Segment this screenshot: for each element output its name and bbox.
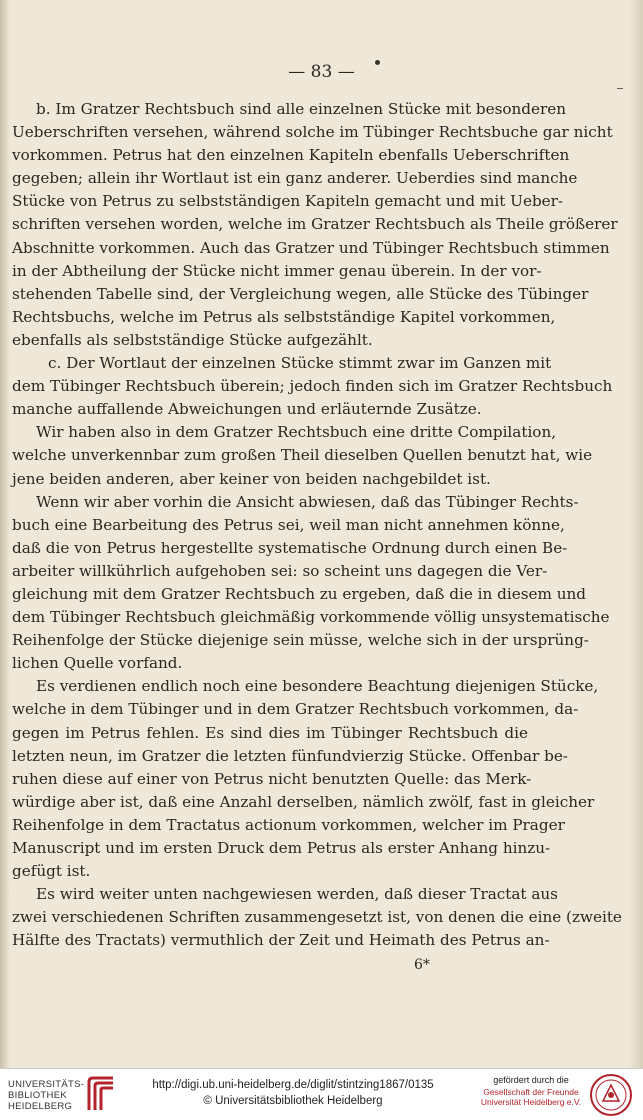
copyright-text: © Universitätsbibliothek Heidelberg [203,1095,383,1107]
permalink[interactable]: http://digi.ub.uni-heidelberg.de/diglit/stintzing1867/0135 [152,1079,434,1091]
text-line: dem Tübinger Rechtsbuch überein; jedoch finden sich im Gratzer Rechtsbuch [12,377,613,396]
text-line: Manuscript und im ersten Druck dem Petrus als erster Anhang hinzu- [12,839,551,857]
text-line: manche auffallende Abweichungen und erläuternde Zusätze. [12,400,482,419]
text-line: gleichung mit dem Gratzer Rechtsbuch zu ergeben, daß die in diesem und [12,584,586,603]
text-line: letzten neun, im Gratzer die letzten fünfundvierzig Stücke. Offenbar be- [12,746,568,765]
text-line: welche in dem Tübinger und in dem Gratzer Rechtsbuch vorkommen, da- [12,700,579,719]
text-line: stehenden Tabelle sind, der Vergleichung wegen, alle Stücke des Tübinger [12,284,589,303]
text-line: Ueberschriften versehen, während solche im Tübinger Rechtsbuche gar nicht [12,123,613,142]
text-line: lichen Quelle vorfand. [12,654,183,673]
text-line: würdige aber ist, daß eine Anzahl derselben, nämlich zwölf, fast in gleicher [12,792,595,811]
text-line: Wir haben also in dem Gratzer Rechtsbuch eine dritte Compilation, [36,423,557,442]
text-line: gegeben; allein ihr Wortlaut ist ein ganz anderer. Ueberdies sind manche [12,169,578,188]
text-line: gegen im Petrus fehlen. Es sind dies im Tübinger Rechtsbuch die [12,723,528,742]
text-line: Es verdienen endlich noch eine besondere Beachtung diejenigen Stücke, [36,677,599,696]
sponsor-intro: gefördert durch die [493,1075,569,1085]
text-line: schriften versehen worden, welche im Gratzer Rechtsbuch als Theile größerer [12,215,618,234]
text-line: Hälfte des Tractats) vermuthlich der Zeit und Heimath des Petrus an- [12,931,550,950]
text-line: Reihenfolge der Stücke diejenige sein müsse, welche sich in der ursprüng- [12,631,589,650]
library-line: HEIDELBERG [8,1101,73,1112]
digitization-footer [0,1068,643,1120]
citation-block [128,1077,458,1109]
signature-mark: 6* [414,957,430,973]
text-line: ruhen diese auf einer von Petrus nicht benutzten Quelle: das Merk- [12,769,532,788]
text-line: gefügt ist. [12,862,91,881]
library-line: BIBLIOTHEK [8,1090,67,1101]
text-line: c. Der Wortlaut der einzelnen Stücke stimmt zwar im Ganzen mit [48,354,552,373]
text-line: arbeiter willkührlich aufgehoben sei: so scheint uns dagegen die Ver- [12,561,548,580]
text-line: welche unverkennbar zum großen Theil dieselben Quellen benutzt hat, wie [12,446,593,465]
text-line: in der Abtheilung der Stücke nicht immer genau überein. In der vor- [12,261,542,280]
text-line: daß die von Petrus hergestellte systematische Ordnung durch einen Be- [12,538,568,557]
text-line: jene beiden anderen, aber keiner von beiden nachgebildet ist. [12,469,491,488]
ink-speck [375,60,380,65]
sponsor-block [476,1075,586,1107]
text-line: Abschnitte vorkommen. Auch das Gratzer und Tübinger Rechtsbuch stimmen [12,238,610,257]
library-name [8,1079,84,1112]
text-line: ebenfalls als selbstständige Stücke aufgezählt. [12,330,373,349]
text-line: Es wird weiter unten nachgewiesen werden, daß dieser Tractat aus [36,885,558,904]
body-text [12,98,622,952]
library-logo-icon [85,1074,119,1114]
library-line: UNIVERSITÄTS- [8,1079,85,1090]
text-line: dem Tübinger Rechtsbuch gleichmäßig vorkommende völlig unsystematische [12,608,610,627]
page-number-header: — 83 — [288,62,355,82]
text-line: vorkommen. Petrus hat den einzelnen Kapiteln ebenfalls Ueberschriften [12,146,570,165]
university-seal-icon [589,1073,633,1117]
text-line: zwei verschiedenen Schriften zusammengesetzt ist, von denen die eine (zweite [12,908,622,927]
text-line: buch eine Bearbeitung des Petrus sei, weil man nicht annehmen könne, [12,515,565,534]
sponsor-name: Universität Heidelberg e.V. [480,1097,582,1107]
text-line: Stücke von Petrus zu selbstständigen Kapiteln gemacht und mit Ueber- [12,192,564,211]
text-line: Wenn wir aber vorhin die Ansicht abwiesen, daß das Tübinger Rechts- [36,492,579,511]
sponsor-name: Gesellschaft der Freunde [483,1087,579,1097]
text-line: b. Im Gratzer Rechtsbuch sind alle einzelnen Stücke mit besonderen [36,100,567,118]
text-line: Reihenfolge in dem Tractatus actionum vorkommen, welcher im Prager [12,815,565,834]
margin-mark [617,88,623,89]
text-line: Rechtsbuchs, welche im Petrus als selbstständige Kapitel vorkommen, [12,307,556,326]
